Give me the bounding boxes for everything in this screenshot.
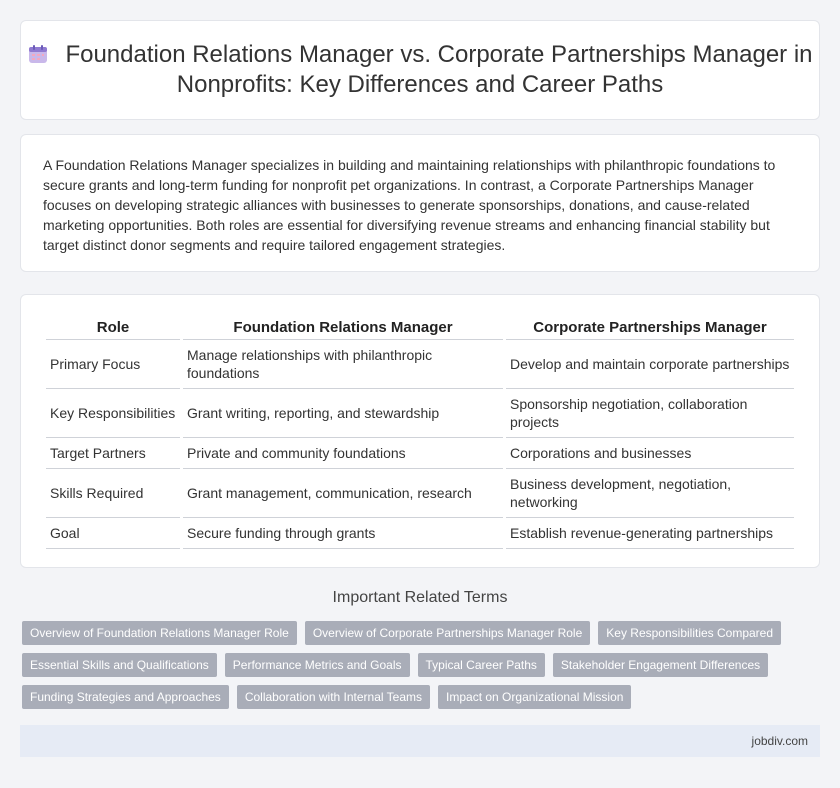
column-header: Role	[46, 317, 180, 340]
comparison-card	[20, 294, 820, 568]
table-row	[46, 340, 794, 389]
related-terms-tags	[22, 621, 822, 709]
column-header: Corporate Partnerships Manager	[506, 317, 794, 340]
table-row	[46, 438, 794, 469]
table-cell: Primary Focus	[46, 340, 180, 389]
calendar-icon	[27, 43, 49, 65]
table-cell: Target Partners	[46, 438, 180, 469]
title-card	[20, 20, 820, 120]
table-cell: Manage relationships with philanthropic foundations	[183, 340, 503, 389]
related-term-tag[interactable]: Key Responsibilities Compared	[598, 621, 781, 645]
intro-paragraph: A Foundation Relations Manager specializes in building and maintaining relationships with philanthropic foundations to secure grants and long-term funding for nonprofit pet organizations. In contrast, a Corporate Partnerships Manager focuses on developing strategic alliances with businesses to generate sponsorships, donations, and cause-related marketing opportunities. Both roles are essential for diversifying revenue streams and enhancing financial stability but target distinct donor segments and require tailored engagement strategies.	[43, 157, 776, 253]
related-term-tag[interactable]: Impact on Organizational Mission	[438, 685, 631, 709]
table-cell: Grant management, communication, research	[183, 469, 503, 518]
related-terms-title: Important Related Terms	[332, 589, 508, 606]
footer	[20, 725, 820, 757]
table-cell: Develop and maintain corporate partnerships	[506, 340, 794, 389]
table-cell: Key Responsibilities	[46, 389, 180, 438]
column-header: Foundation Relations Manager	[183, 317, 503, 340]
related-term-tag[interactable]: Typical Career Paths	[418, 653, 545, 677]
related-term-tag[interactable]: Collaboration with Internal Teams	[237, 685, 430, 709]
intro-card	[20, 134, 820, 272]
comparison-table	[43, 317, 797, 549]
page-title	[21, 40, 819, 100]
related-term-tag[interactable]: Performance Metrics and Goals	[225, 653, 410, 677]
table-cell: Private and community foundations	[183, 438, 503, 469]
table-cell: Goal	[46, 518, 180, 549]
table-cell: Skills Required	[46, 469, 180, 518]
table-cell: Sponsorship negotiation, collaboration projects	[506, 389, 794, 438]
table-cell: Corporations and businesses	[506, 438, 794, 469]
related-term-tag[interactable]: Stakeholder Engagement Differences	[553, 653, 768, 677]
footer-site-link[interactable]: jobdiv.com	[751, 734, 808, 748]
related-term-tag[interactable]: Essential Skills and Qualifications	[22, 653, 217, 677]
table-cell: Secure funding through grants	[183, 518, 503, 549]
page-title-text: Foundation Relations Manager vs. Corporate Partnerships Manager in Nonprofits: Key Differences and Career Paths	[65, 41, 813, 98]
table-row	[46, 469, 794, 518]
related-term-tag[interactable]: Funding Strategies and Approaches	[22, 685, 229, 709]
related-term-tag[interactable]: Overview of Corporate Partnerships Manager Role	[305, 621, 590, 645]
table-cell: Establish revenue-generating partnerships	[506, 518, 794, 549]
table-cell: Business development, negotiation, networking	[506, 469, 794, 518]
table-header-row	[46, 317, 794, 340]
related-term-tag[interactable]: Overview of Foundation Relations Manager Role	[22, 621, 297, 645]
table-row	[46, 518, 794, 549]
table-cell: Grant writing, reporting, and stewardship	[183, 389, 503, 438]
table-row	[46, 389, 794, 438]
